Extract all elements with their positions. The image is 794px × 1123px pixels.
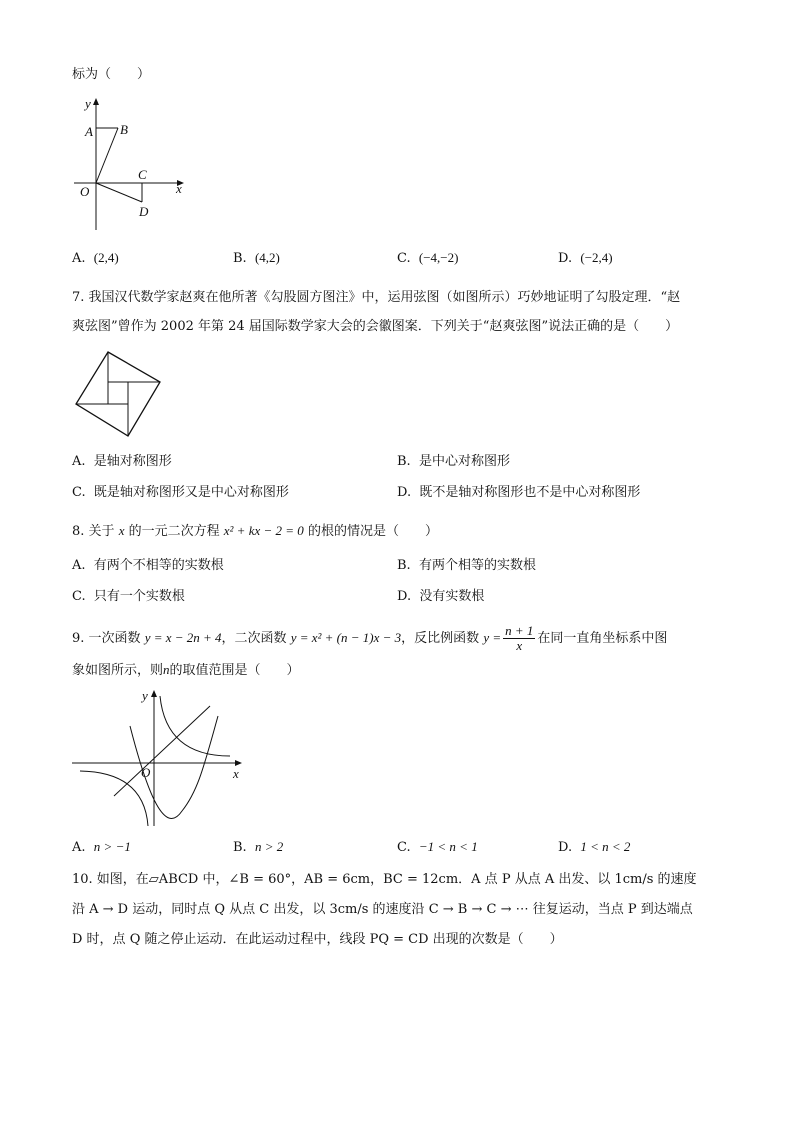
q6-option-c[interactable]: C. (−4,−2) [397, 250, 459, 266]
q6-stem-tail: 标为（ ） [72, 67, 151, 82]
q8-option-c[interactable]: C. 只有一个实数根 [72, 589, 185, 604]
q9-option-d[interactable]: D. 1 < n < 2 [558, 839, 631, 855]
q9-option-b[interactable]: B. n > 2 [233, 839, 284, 855]
q6-label-d: D [139, 204, 149, 219]
q6-label-c: C [138, 167, 147, 182]
q7-stem-line1: 7. 我国汉代数学家赵爽在他所著《勾股圆方图注》中，运用弦图（如图所示）巧妙地证明了勾股定理．“赵 [72, 290, 681, 305]
q6-label-b: B [120, 122, 128, 137]
q7-option-b[interactable]: B. 是中心对称图形 [397, 454, 510, 469]
q7-option-d[interactable]: D. 既不是轴对称图形也不是中心对称图形 [397, 485, 641, 500]
q8-option-d[interactable]: D. 没有实数根 [397, 589, 485, 604]
q7-stem-line2: 爽弦图”曾作为 2002 年第 24 届国际数学家大会的会徽图案．下列关于“赵爽弦图”说法正确的是（ ） [72, 319, 679, 334]
q6-option-d[interactable]: D. (−2,4) [558, 250, 613, 266]
q9-label-o: O [141, 765, 151, 780]
q9-label-x: x [233, 766, 239, 781]
q10-stem-line1: 10. 如图，在▱ABCD 中，∠B = 60°，AB = 6cm，BC = 12cm．A 点 P 从点 A 出发、以 1cm/s 的速度 [72, 872, 697, 887]
q9-function-graph [70, 686, 250, 831]
q6-label-o: O [80, 184, 90, 199]
q6-coordinate-figure [70, 92, 200, 237]
q6-option-a[interactable]: A. (2,4) [72, 250, 119, 266]
q9-stem-line2: 象如图所示，则n的取值范围是（ ） [72, 662, 300, 678]
q10-stem-line2: 沿 A → D 运动，同时点 Q 从点 C 出发，以 3cm/s 的速度沿 C → B → C → ⋯ 往复运动，当点 P 到达端点 [72, 902, 693, 917]
q6-label-y: y [85, 96, 91, 111]
q8-stem: 8. 关于 x 的一元二次方程 x² + kx − 2 = 0 的根的情况是（ ） [72, 523, 438, 539]
q9-option-c[interactable]: C. −1 < n < 1 [397, 839, 478, 855]
q10-stem-line3: D 时，点 Q 随之停止运动．在此运动过程中，线段 PQ = CD 出现的次数是（ ） [72, 932, 563, 947]
q8-option-a[interactable]: A. 有两个不相等的实数根 [72, 558, 224, 573]
q9-option-a[interactable]: A. n > −1 [72, 839, 131, 855]
q6-label-x: x [176, 181, 182, 196]
q7-option-a[interactable]: A. 是轴对称图形 [72, 454, 172, 469]
q6-label-a: A [85, 124, 93, 139]
q9-label-y: y [142, 688, 148, 703]
q8-option-b[interactable]: B. 有两个相等的实数根 [397, 558, 536, 573]
q7-chord-diagram [72, 348, 164, 440]
q6-option-b[interactable]: B. (4,2) [233, 250, 280, 266]
q7-option-c[interactable]: C. 既是轴对称图形又是中心对称图形 [72, 485, 289, 500]
q9-stem-line1: 9. 一次函数 y = x − 2n + 4，二次函数 y = x² + (n − 1)x − 3，反比例函数 y = $\frac{n + 1}{x}$ 在同一直角坐标系中图 [72, 623, 668, 653]
